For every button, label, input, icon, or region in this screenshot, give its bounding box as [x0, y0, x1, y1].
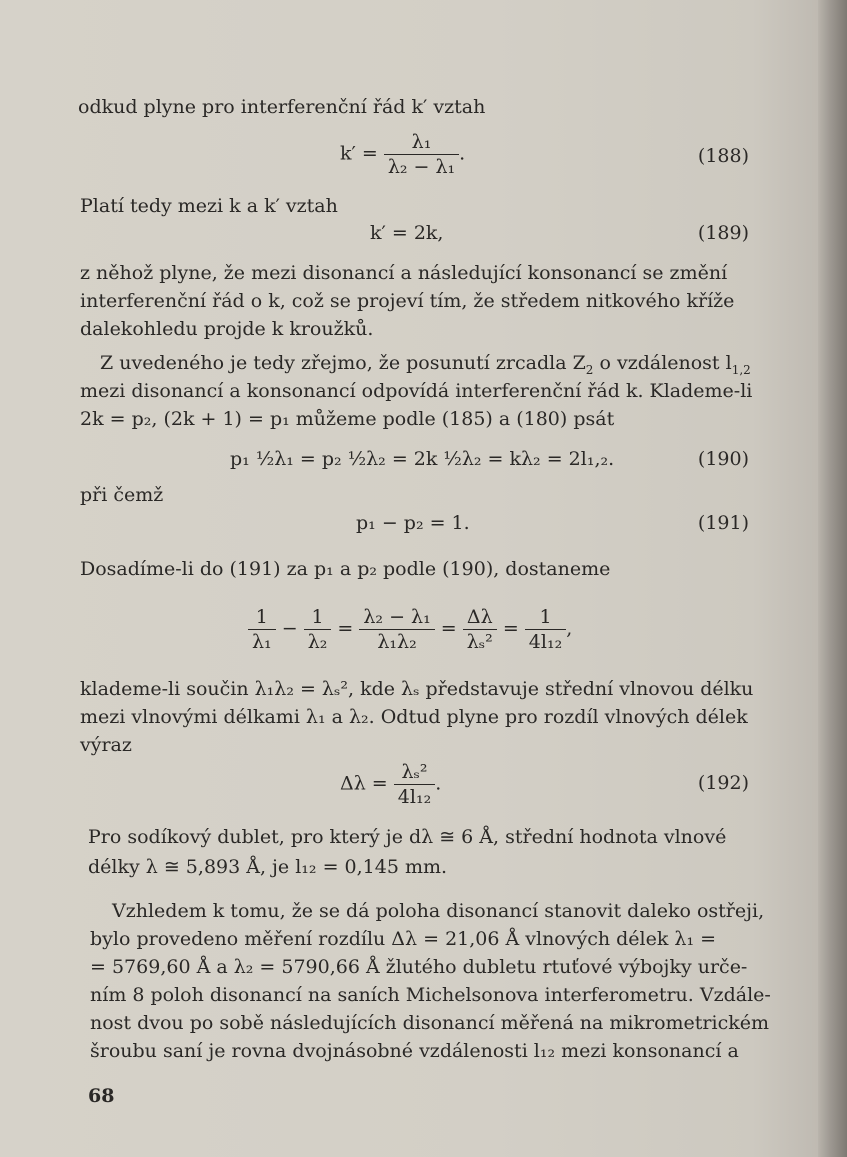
equation-191: p₁ − p₂ = 1. [356, 512, 470, 534]
equation-number-189: (189) [697, 222, 749, 244]
eq188-lhs: k′ = [340, 142, 378, 165]
text-line-15: délky λ ≅ 5,893 Å, je l₁₂ = 0,145 mm. [88, 856, 448, 878]
equation-192 [340, 760, 441, 809]
eq188-denominator: λ₂ − λ₁ [387, 156, 456, 178]
eq-frac-3 [359, 605, 434, 654]
text-line-20: nost dvou po sobě následujících disonancí měřená na mikrometrickém [90, 1012, 770, 1034]
text-line-17: bylo provedeno měření rozdílu Δλ = 21,06 Å vlnových délek λ₁ = [90, 928, 717, 950]
text-line-14: Pro sodíkový dublet, pro který je dλ ≅ 6 Å, střední hodnota vlnové [88, 826, 727, 848]
eq-equals-2: = [440, 617, 457, 640]
eq-frac-1 [248, 605, 276, 654]
book-gutter [818, 0, 847, 1157]
equation-188 [340, 130, 465, 179]
eq192-numerator: λₛ² [394, 760, 435, 785]
text-line-8: 2k = p₂, (2k + 1) = p₁ můžeme podle (185) a (180) psát [80, 408, 615, 430]
eq-frac-4-num: Δλ [463, 605, 497, 630]
equation-number-192: (192) [697, 772, 749, 794]
text-line-6-a: Z uvedeného je tedy zřejmo, že posunutí zrcadla Z [100, 352, 586, 374]
eq-frac-5-num: 1 [525, 605, 566, 630]
text-line-18: = 5769,60 Å a λ₂ = 5790,66 Å žlutého dubletu rtuťové výbojky urče- [90, 956, 748, 978]
equation-unnumbered [248, 605, 572, 654]
eq-frac-5-den: 4l₁₂ [528, 631, 563, 653]
eq-minus: − [281, 617, 298, 640]
eq-frac-3-den: λ₁λ₂ [377, 631, 417, 653]
eq188-fraction [384, 130, 459, 179]
text-line-21: šroubu saní je rovna dvojnásobné vzdálenosti l₁₂ mezi konsonancí a [90, 1040, 739, 1062]
eq192-denominator: 4l₁₂ [397, 786, 432, 808]
eq-frac-4-den: λₛ² [466, 631, 493, 653]
eq-frac-1-den: λ₁ [252, 631, 272, 653]
eq-frac-1-num: 1 [248, 605, 276, 630]
text-line-6: Z uvedeného je tedy zřejmo, že posunutí zrcadla $Z_2$ o vzdálenost $l_{1,2}$ [100, 352, 751, 377]
text-line-4: interferenční řád o k, což se projeví tím, že středem nitkového kříže [80, 290, 735, 312]
equation-190: p₁ ½λ₁ = p₂ ½λ₂ = 2k ½λ₂ = kλ₂ = 2l₁,₂. [230, 448, 615, 470]
text-line-1: odkud plyne pro interferenční řád k′ vztah [78, 96, 486, 118]
text-line-13: výraz [80, 734, 132, 756]
eq-equals-3: = [502, 617, 519, 640]
text-line-16: Vzhledem k tomu, že se dá poloha disonancí stanovit daleko ostřeji, [112, 900, 765, 922]
eq-frac-2-den: λ₂ [307, 631, 328, 653]
text-line-2: Platí tedy mezi k a k′ vztah [80, 195, 338, 217]
eq-frac-2 [304, 605, 332, 654]
eq-equals-1: = [337, 617, 354, 640]
eq188-tail: . [459, 142, 466, 165]
text-line-9: při čemž [80, 484, 164, 506]
text-line-7: mezi disonancí a konsonancí odpovídá interferenční řád k. Klademe-li [80, 380, 753, 402]
eq192-tail: . [435, 772, 442, 795]
eq192-fraction [394, 760, 435, 809]
text-line-5: dalekohledu projde k kroužků. [80, 318, 374, 340]
text-line-6-b: o vzdálenost l [593, 352, 732, 374]
equation-number-188: (188) [697, 145, 749, 167]
text-line-3: z něhož plyne, že mezi disonancí a následující konsonancí se změní [80, 262, 728, 284]
eq188-numerator: λ₁ [384, 130, 459, 155]
text-line-10: Dosadíme-li do (191) za p₁ a p₂ podle (190), dostaneme [80, 558, 611, 580]
eq-frac-3-num: λ₂ − λ₁ [359, 605, 434, 630]
text-line-12: mezi vlnovými délkami λ₁ a λ₂. Odtud plyne pro rozdíl vlnových délek [80, 706, 748, 728]
text-line-19: ním 8 poloh disonancí na saních Michelsonova interferometru. Vzdále- [90, 984, 771, 1006]
equation-number-191: (191) [697, 512, 749, 534]
eq-frac-4 [463, 605, 497, 654]
eq192-lhs: Δλ = [340, 772, 388, 795]
text-line-11: klademe-li součin λ₁λ₂ = λₛ², kde λₛ představuje střední vlnovou délku [80, 678, 754, 700]
eq-frac-2-num: 1 [304, 605, 332, 630]
equation-189: k′ = 2k, [370, 222, 444, 244]
eq-unnum-tail: , [566, 617, 573, 640]
equation-number-190: (190) [697, 448, 749, 470]
eq-frac-5 [525, 605, 566, 654]
page-number: 68 [88, 1085, 115, 1107]
